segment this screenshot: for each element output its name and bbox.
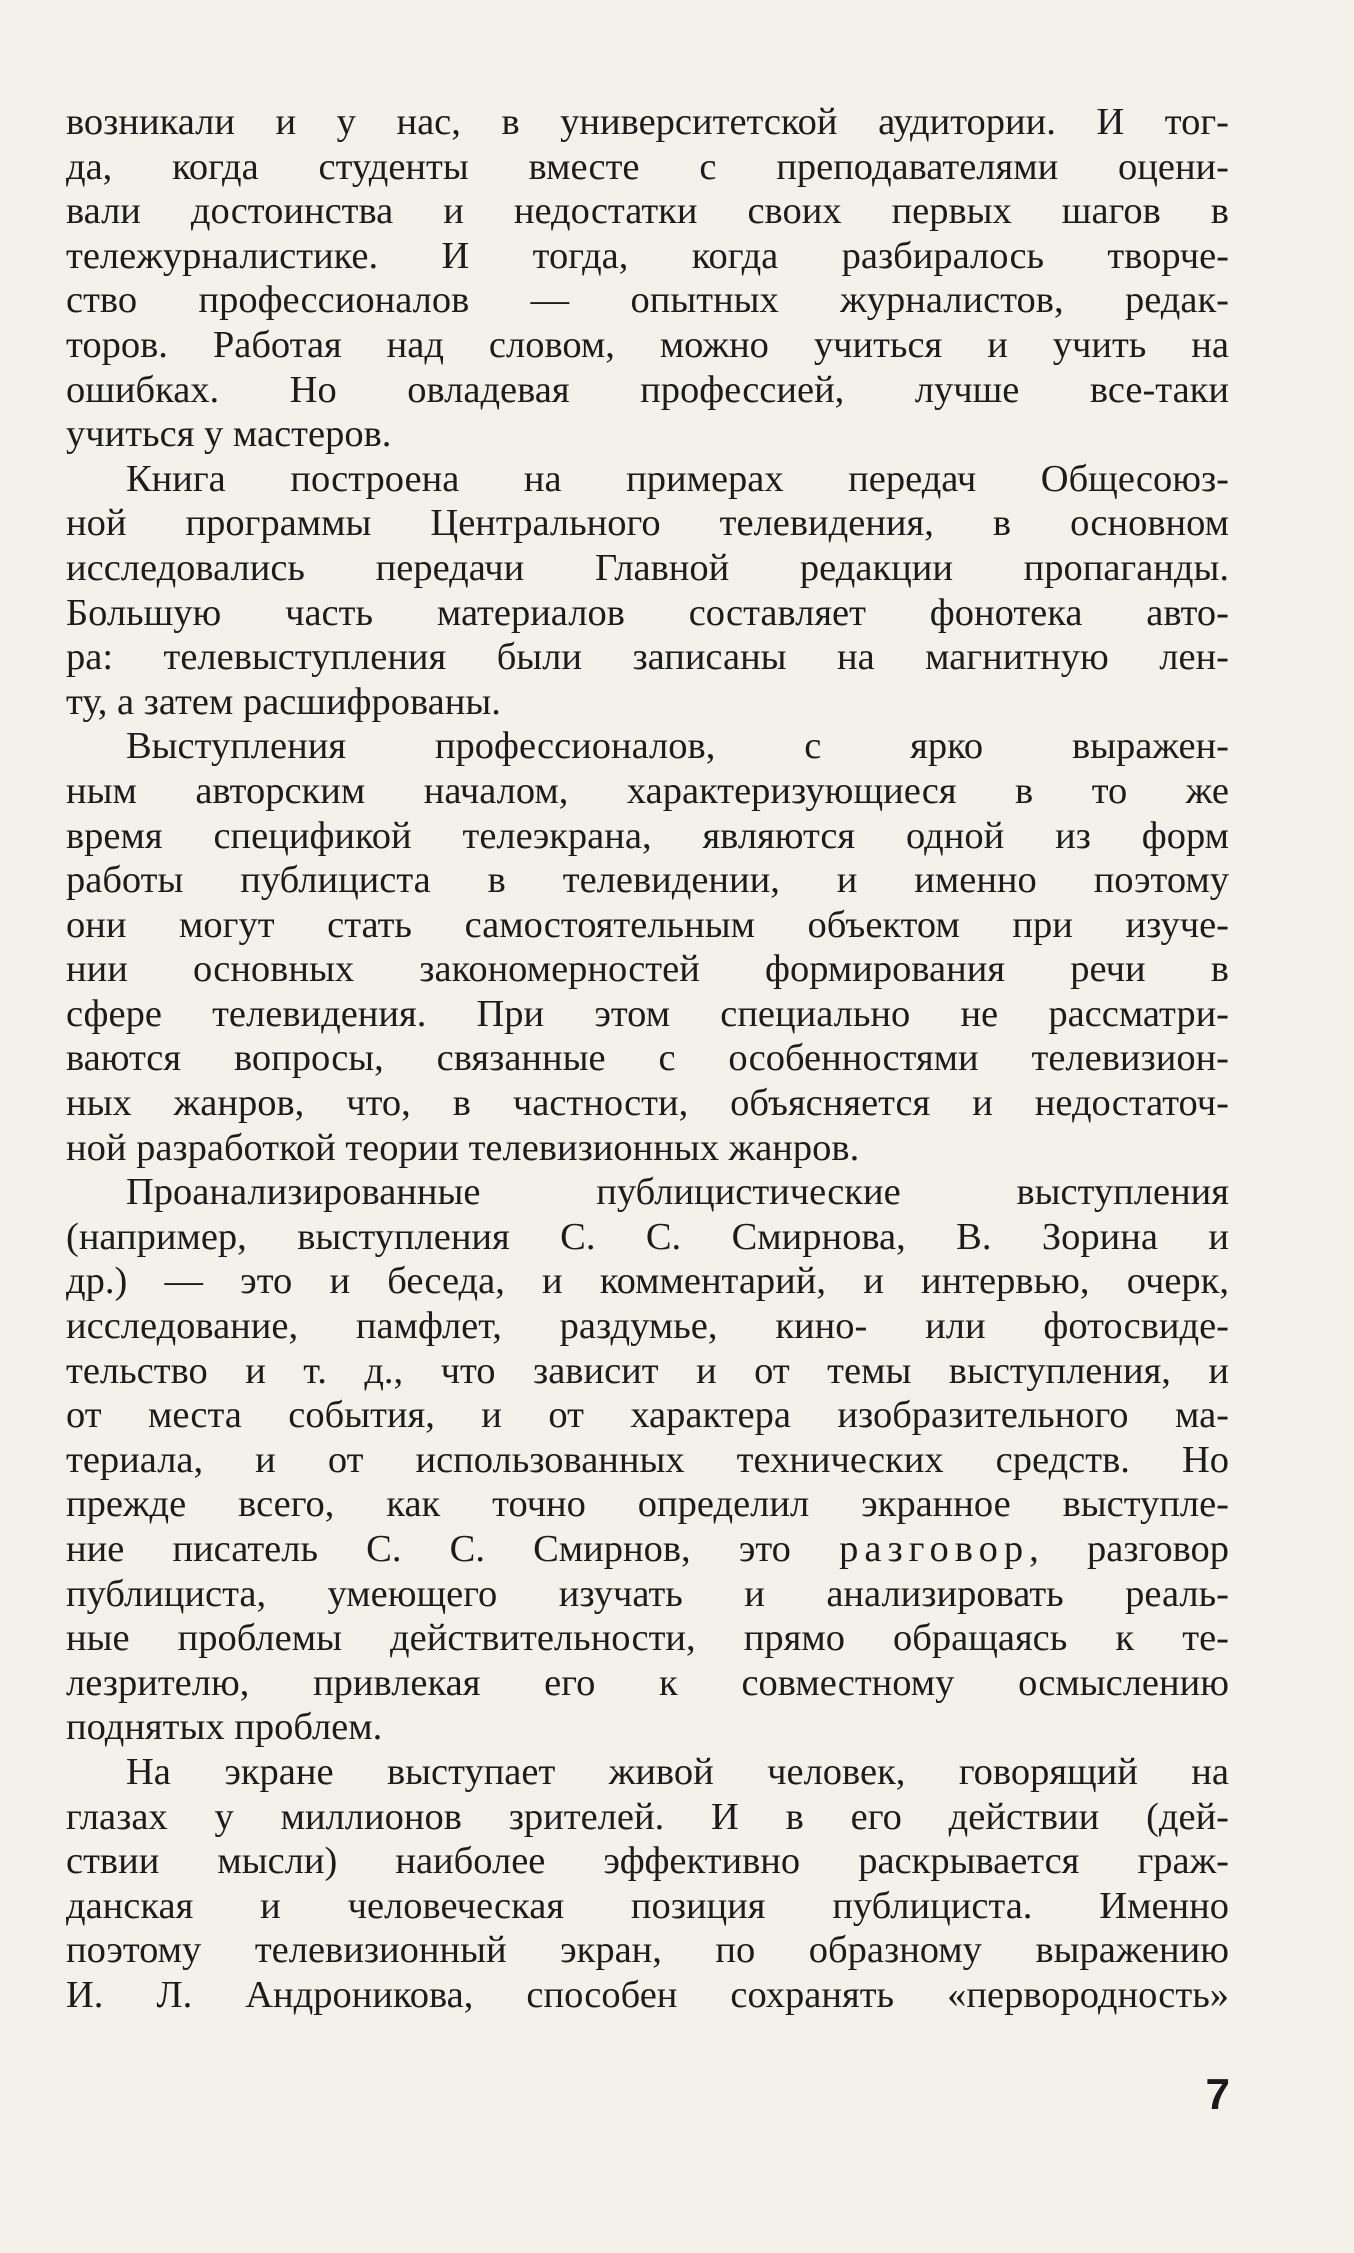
text-line: торов. Работая над словом, можно учиться и учить на [66,323,1229,366]
text-line: териала, и от использованных технических средств. Но [66,1438,1229,1481]
text-line: возникали и у нас, в университетской аудитории. И тог- [66,101,1229,143]
paragraph-2 [66,457,1229,725]
paragraph-1 [66,100,1229,457]
text-line: работы публициста в телевидении, и именно поэтому [66,859,1229,902]
text-line: поднятых проблем. [66,1706,383,1749]
text-line: они могут стать самостоятельным объектом при изуче- [66,903,1229,946]
text-line-with-spaced-word [66,1527,1229,1572]
text-line: ствии мысли) наиболее эффективно раскрывается граж- [66,1840,1229,1883]
text-line: И. Л. Андроникова, способен сохранять «первородность» [66,1973,1229,2016]
text-line: лезрителю, привлекая его к совместному осмыслению [66,1661,1229,1704]
paragraph-4 [66,1170,1229,1750]
text-line: исследовались передачи Главной редакции пропаганды. [66,546,1229,589]
text-line: нии основных закономерностей формирования речи в [66,948,1229,991]
text-line: ваются вопросы, связанные с особенностями телевизион- [66,1037,1229,1080]
body-text [66,100,1229,2018]
text-line: Большую часть материалов составляет фонотека авто- [66,591,1229,634]
text-line: ных жанров, что, в частности, объясняется и недостаточ- [66,1082,1229,1125]
text-line: учиться у мастеров. [66,413,392,456]
text-line: от места события, и от характера изобразительного ма- [66,1394,1229,1437]
text-line: ство профессионалов — опытных журналистов, редак- [66,279,1229,322]
text-line: Проанализированные публицистические выступления [126,1171,1229,1214]
text-line: тележурналистике. И тогда, когда разбиралось творче- [66,234,1229,277]
paragraph-3 [66,724,1229,1170]
text-line: вали достоинства и недостатки своих первых шагов в [66,190,1229,233]
text-line: ту, а затем расшифрованы. [66,680,501,723]
text-line: Выступления профессионалов, с ярко выражен- [126,725,1229,768]
emphasized-word: разговор [839,1528,1030,1570]
text-line: тельство и т. д., что зависит и от темы выступления, и [66,1349,1229,1392]
text-line: (например, выступления С. С. Смирнова, В. Зорина и [66,1215,1229,1258]
text-line: Книга построена на примерах передач Общесоюз- [126,457,1229,500]
text-line: ной программы Центрального телевидения, в основном [66,502,1229,545]
text-fragment: , разговор [1029,1528,1229,1570]
text-line: время спецификой телеэкрана, являются одной из форм [66,814,1229,857]
text-line: ные проблемы действительности, прямо обращаясь к те- [66,1617,1229,1660]
text-line: сфере телевидения. При этом специально не рассматри- [66,992,1229,1035]
text-line: др.) — это и беседа, и комментарий, и интервью, очерк, [66,1260,1229,1303]
text-fragment: ние писатель С. С. Смирнов, это [66,1528,840,1570]
text-line: да, когда студенты вместе с преподавателями оцени- [66,145,1229,188]
text-line: глазах у миллионов зрителей. И в его действии (дей- [66,1795,1229,1838]
page-number: 7 [1205,2070,1230,2119]
text-line: исследование, памфлет, раздумье, кино- или фотосвиде- [66,1305,1229,1348]
text-line: ной разработкой теории телевизионных жанров. [66,1126,860,1169]
text-line: ным авторским началом, характеризующиеся в то же [66,769,1229,812]
text-line: ра: телевыступления были записаны на магнитную лен- [66,636,1229,679]
text-line: публициста, умеющего изучать и анализировать реаль- [66,1572,1229,1615]
text-line: прежде всего, как точно определил экранное выступле- [66,1483,1229,1526]
text-line: данская и человеческая позиция публициста. Именно [66,1884,1229,1927]
paragraph-5 [66,1750,1229,2018]
text-line: На экране выступает живой человек, говорящий на [126,1750,1229,1793]
text-line: поэтому телевизионный экран, по образному выражению [66,1929,1229,1972]
text-line: ошибках. Но овладевая профессией, лучше все-таки [66,368,1229,411]
